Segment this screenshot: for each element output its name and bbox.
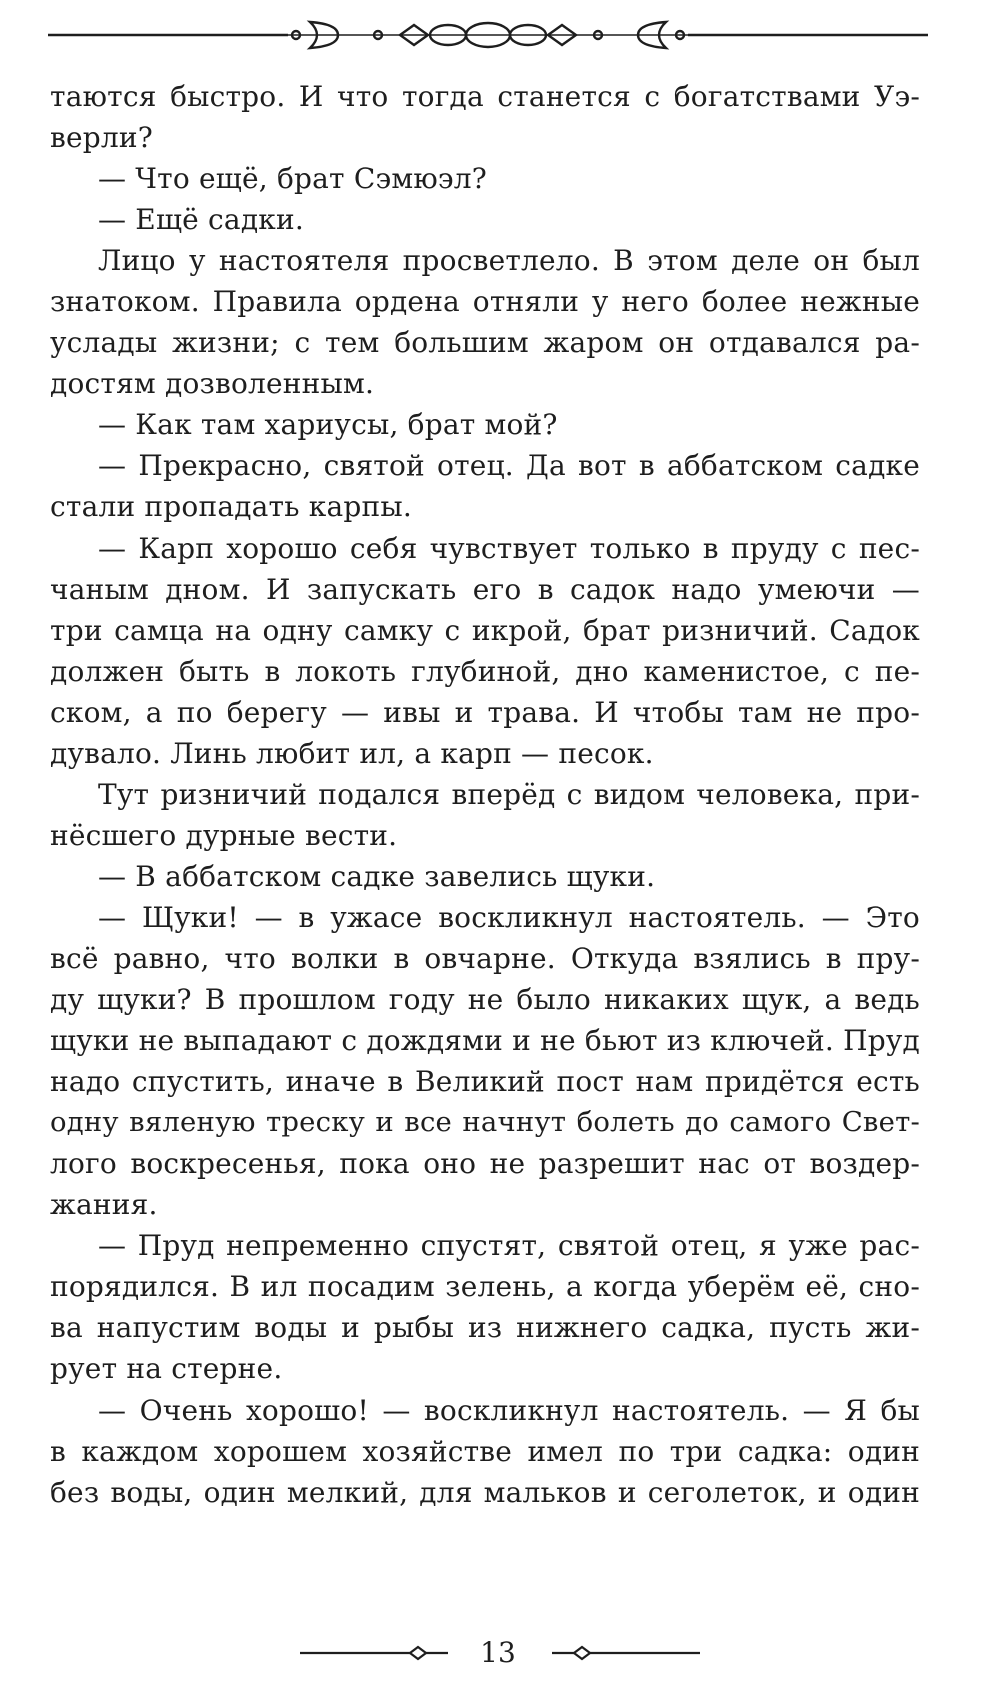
text-line: таются быстро. И что тогда станется с богатствами Уэ- [50,80,920,113]
text-line: стали пропадать карпы. [50,490,412,524]
text-line: — Карп хорошо себя чувствует только в пруду с пес- [98,531,920,565]
text-line: три самца на одну самку с икрой, брат ризничий. Садок [50,613,920,647]
text-line: Тут ризничий подался вперёд с видом человека, при- [98,777,920,811]
text-line: нёсшего дурные вести. [50,818,398,852]
page-number: 13 [480,1636,516,1669]
text-line: ском, а по берегу — ивы и трава. И чтобы там не про- [50,695,920,729]
text-line: порядился. В ил посадим зелень, а когда уберём её, сно- [50,1270,920,1304]
text-line: одну вяленую треску и все начнут болеть до самого Свет- [50,1106,920,1139]
text-line: достям дозволенным. [50,367,375,401]
text-line: — Щуки! — в ужасе воскликнул настоятель. — Это [98,900,920,934]
text-line: Лицо у настоятеля просветлело. В этом деле он был [98,244,920,278]
text-line: — Ещё садки. [98,203,304,237]
text-line: — В аббатском садке завелись щуки. [98,859,656,893]
text-line: лого воскресенья, пока оно не разрешит нас от воздер- [50,1147,920,1181]
text-line: — Пруд непременно спустят, святой отец, я уже рас- [98,1229,920,1263]
text-line: знатоком. Правила ордена отняли у него более нежные [50,285,920,319]
page-footer [0,1633,1000,1673]
text-line: — Очень хорошо! — воскликнул настоятель. — Я бы [98,1393,920,1427]
text-line: без воды, один мелкий, для мальков и сеголеток, и один [50,1475,920,1509]
text-line: дувало. Линь любит ил, а карп — песок. [50,736,654,770]
text-line: ва напустим воды и рыбы из нижнего садка, пусть жи- [50,1311,920,1345]
text-line: чаным дном. И запускать его в садок надо умеючи — [50,572,920,606]
text-line: верли? [50,121,153,155]
header-ornament [48,10,928,60]
text-line: щуки не выпадают с дождями и не бьют из ключей. Пруд [50,1024,920,1058]
text-line: услады жизни; с тем большим жаром он отдавался ра- [50,326,920,360]
text-line: рует на стерне. [50,1352,283,1386]
text-line: жания. [50,1188,158,1222]
text-line: ду щуки? В прошлом году не было никаких щук, а ведь [50,983,920,1017]
text-line: должен быть в локоть глубиной, дно каменистое, с пе- [50,654,920,688]
text-line: — Что ещё, брат Сэмюэл? [98,162,487,196]
text-line: — Как там хариусы, брат мой? [98,408,558,442]
body-text [50,76,920,1513]
text-line: всё равно, что волки в овчарне. Откуда взялись в пру- [50,941,920,975]
text-line: надо спустить, иначе в Великий пост нам придётся есть [50,1065,920,1099]
text-line: — Прекрасно, святой отец. Да вот в аббатском садке [98,449,920,483]
text-line: в каждом хорошем хозяйстве имел по три садка: один [50,1434,920,1468]
